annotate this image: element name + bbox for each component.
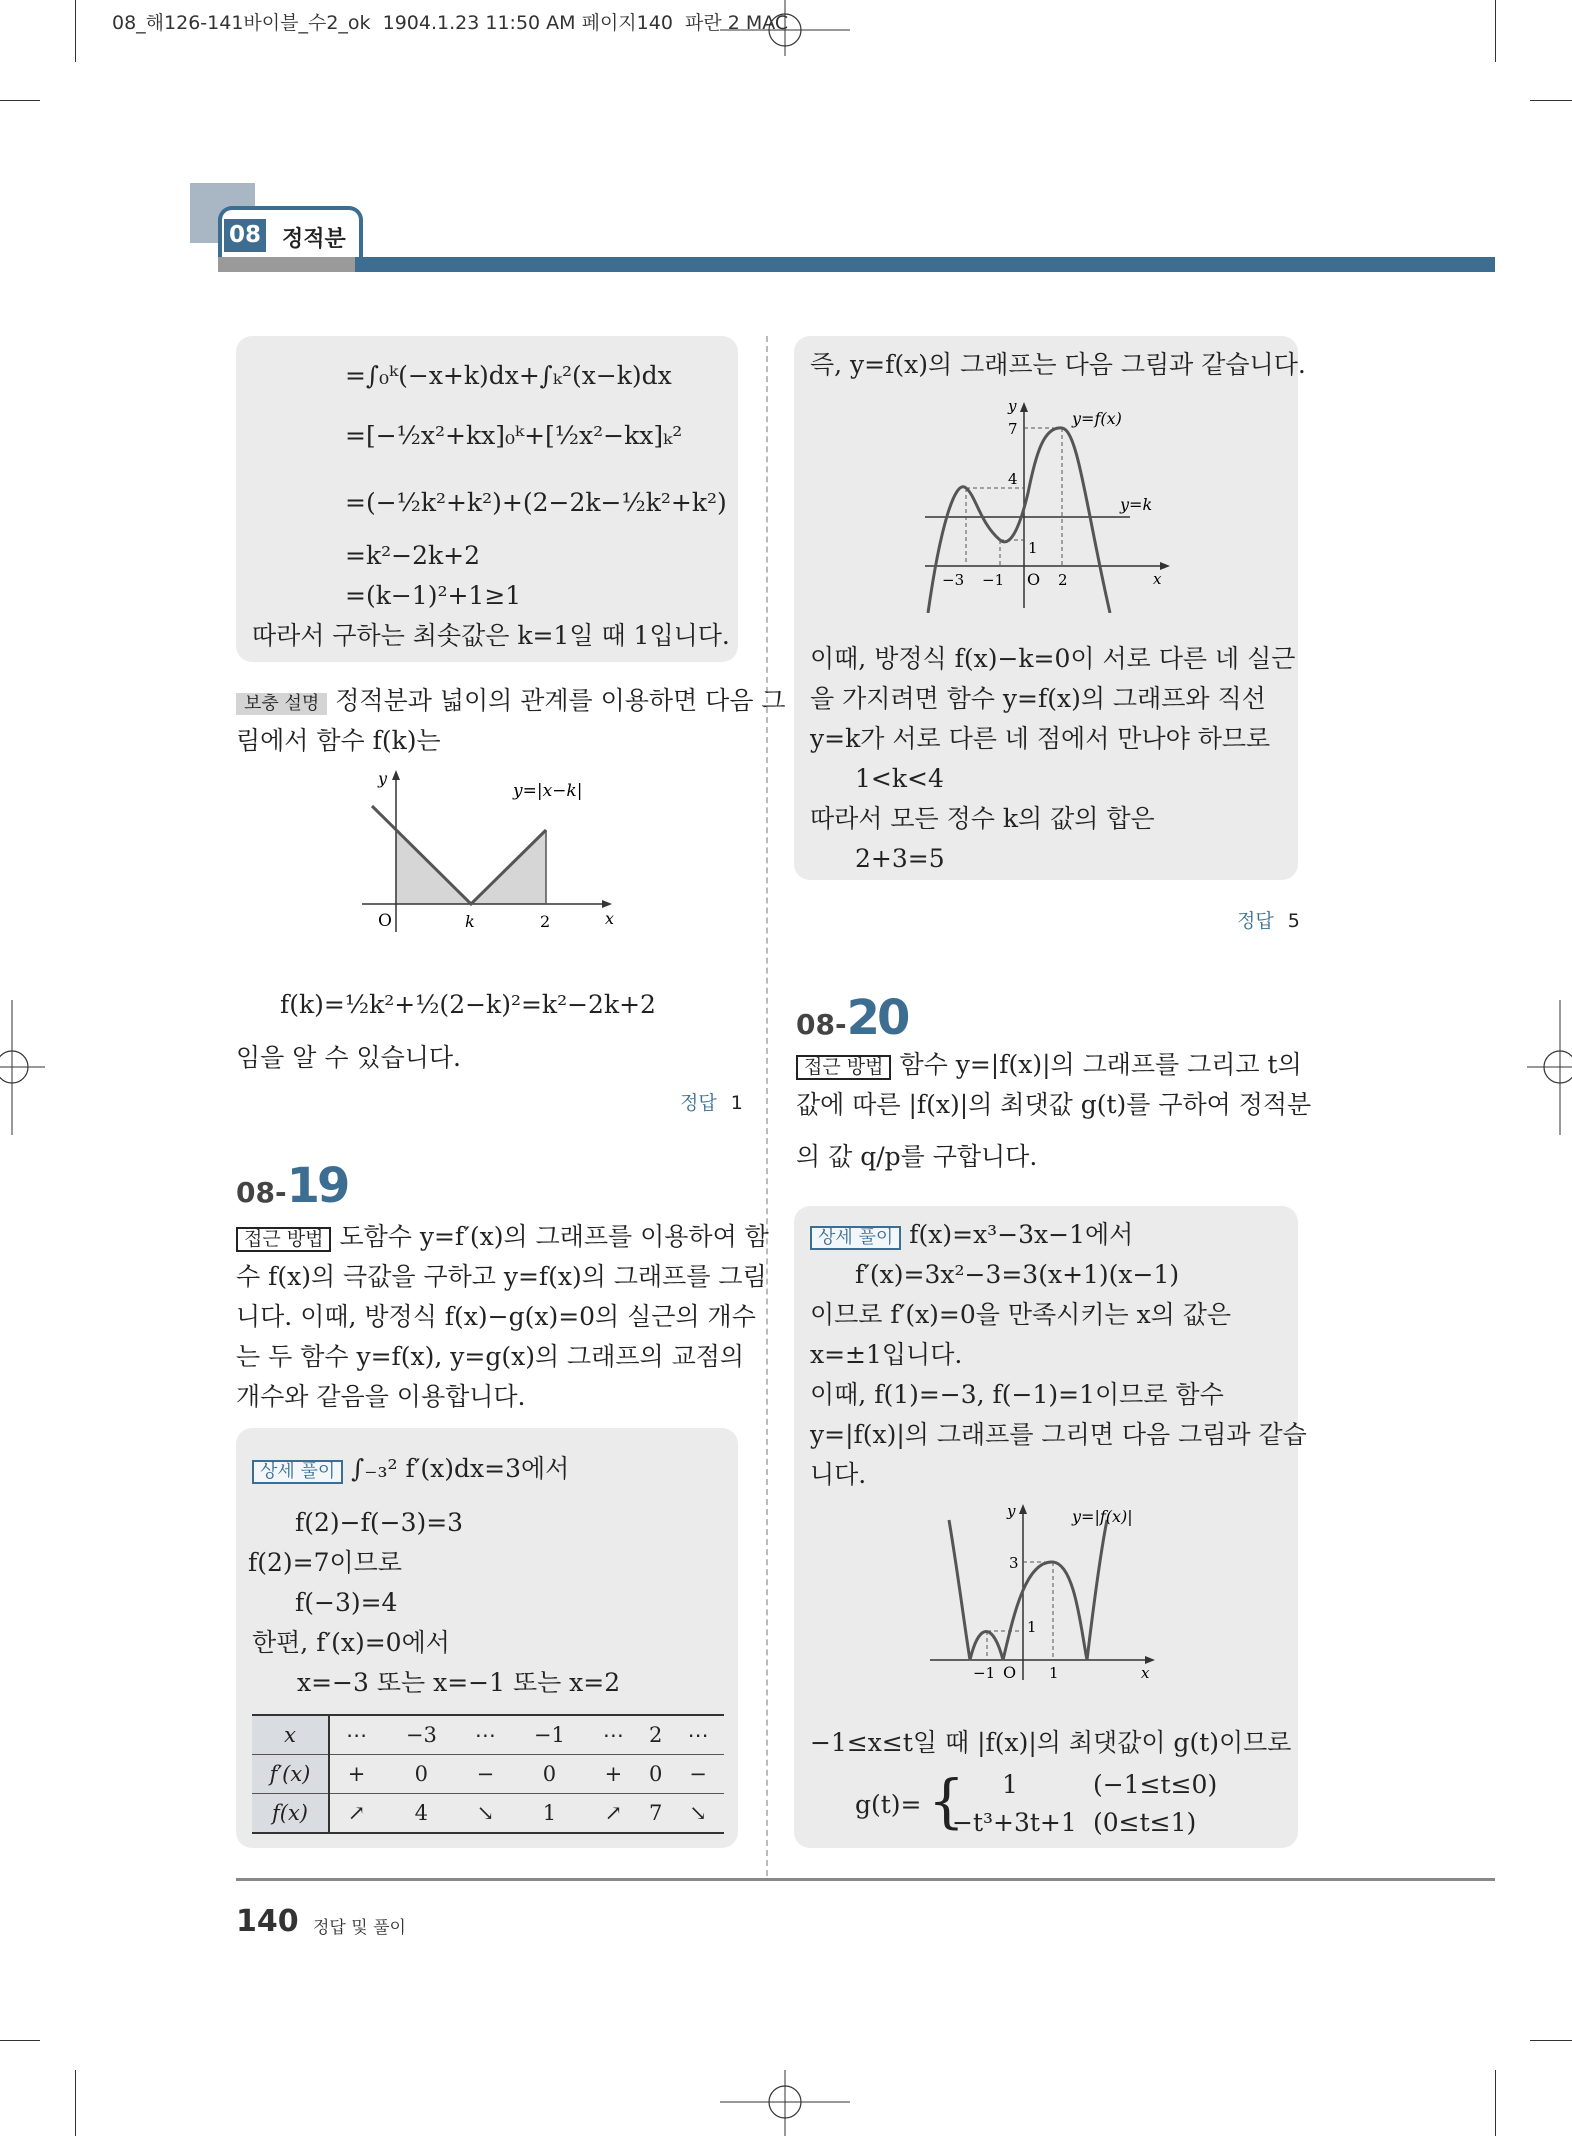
table-cell: ⋯ (588, 1715, 640, 1755)
solution-line (252, 1456, 569, 1484)
solution-text: ∫₋₃² f′(x)dx=3에서 (351, 1454, 570, 1483)
solution-text: 이므로 f′(x)=0을 만족시키는 x의 값은 (810, 1300, 1232, 1329)
solution-line (810, 1222, 1133, 1250)
equation-line: =(k−1)²+1≥1 (345, 581, 522, 610)
tick-label-3: 3 (1009, 1554, 1019, 1572)
table-cell: 4 (383, 1794, 459, 1834)
footer-label: 정답 및 풀이 (313, 1918, 406, 1938)
approach-text: 값에 따른 |f(x)|의 최댓값 g(t)를 구하여 정적분 (796, 1090, 1312, 1119)
supplement-conclusion: 임을 알 수 있습니다. (236, 1043, 461, 1072)
supplement-tag: 보충 설명 (236, 693, 327, 715)
table-cell: ↘ (460, 1794, 512, 1834)
crop-mark (1495, 2070, 1496, 2136)
table-cell: ↗ (588, 1794, 640, 1834)
tick-label-1: 1 (1027, 1618, 1037, 1636)
chapter-number: 08 (224, 219, 266, 252)
table-cell: 0 (383, 1755, 459, 1794)
problem-number-20 (796, 990, 907, 1046)
tick-label-1: 1 (1028, 539, 1038, 557)
piecewise-cond-2: (0≤t≤1) (1093, 1808, 1197, 1837)
solution-text: 따라서 모든 정수 k의 값의 합은 (810, 804, 1155, 833)
chapter-title: 정적분 (282, 227, 346, 252)
curve-label: y=|x−k| (513, 781, 583, 801)
solution-text: f(−3)=4 (295, 1588, 398, 1617)
crop-mark (1530, 2040, 1572, 2041)
problem-number: 20 (846, 990, 908, 1046)
crop-mark (75, 2070, 76, 2136)
approach-text: 함수 y=|f(x)|의 그래프를 그리고 t의 (899, 1050, 1302, 1079)
table-cell: + (588, 1755, 640, 1794)
registration-mark-left (0, 1000, 45, 1135)
table-cell: ↘ (672, 1794, 724, 1834)
solution-text: y=|f(x)|의 그래프를 그리면 다음 그림과 같습 (810, 1420, 1307, 1449)
piecewise-case-1: 1 (1002, 1770, 1018, 1799)
piecewise-brace: { (928, 1767, 965, 1835)
table-cell: 2 (639, 1715, 672, 1755)
origin-label: O (1003, 1663, 1017, 1682)
approach-line (236, 1224, 769, 1252)
table-row (252, 1715, 724, 1755)
solution-text: y=k가 서로 다른 네 점에서 만나야 하므로 (810, 724, 1271, 753)
answer-label: 정답 (1237, 910, 1274, 932)
table-cell: 1 (511, 1794, 587, 1834)
solution-text: −1≤x≤t일 때 |f(x)|의 최댓값이 g(t)이므로 (810, 1728, 1292, 1757)
approach-tag: 접근 방법 (236, 1227, 331, 1252)
solution-text: f(2)−f(−3)=3 (295, 1508, 464, 1537)
problem-number-19 (236, 1158, 347, 1214)
y-axis-label: y (1007, 1502, 1016, 1520)
equation-line: =∫₀ᵏ(−x+k)dx+∫ₖ²(x−k)dx (345, 361, 672, 390)
table-cell: −1 (511, 1715, 587, 1755)
tick-label-7: 7 (1008, 420, 1018, 438)
answer-value: 5 (1287, 910, 1300, 932)
equation-line: =k²−2k+2 (345, 541, 480, 570)
crop-mark (75, 0, 76, 62)
equation-line: =(−½k²+k²)+(2−2k−½k²+k²) (345, 488, 727, 517)
approach-tag: 접근 방법 (796, 1055, 891, 1080)
approach-text: 니다. 이때, 방정식 f(x)−g(x)=0의 실근의 개수 (236, 1302, 756, 1331)
tick-label-neg1: −1 (973, 1664, 996, 1682)
solution-text: f(x)=x³−3x−1에서 (909, 1220, 1134, 1249)
solution-text: 이때, 방정식 f(x)−k=0이 서로 다른 네 실근 (810, 644, 1296, 673)
two-label: 2 (540, 912, 551, 931)
registration-mark-right (1527, 1000, 1572, 1135)
solution-text: x=±1입니다. (810, 1340, 963, 1369)
x-axis-label: x (605, 909, 615, 928)
answer-label: 정답 (680, 1092, 717, 1114)
piecewise-lhs: g(t)= (855, 1790, 922, 1819)
origin-label: O (1027, 570, 1041, 589)
crop-mark (1495, 0, 1496, 62)
problem-prefix: 08- (796, 1008, 847, 1041)
table-cell: 0 (639, 1755, 672, 1794)
approach-text: 는 두 함수 y=f(x), y=g(x)의 그래프의 교점의 (236, 1342, 745, 1371)
y-axis-label: y (378, 769, 388, 788)
sign-table (252, 1714, 724, 1834)
table-row (252, 1755, 724, 1794)
origin-label: O (378, 911, 392, 931)
x-axis-label: x (1141, 1664, 1150, 1682)
x-axis-label: x (1153, 570, 1162, 588)
tick-label-neg1: −1 (982, 571, 1005, 589)
problem-prefix: 08- (236, 1176, 287, 1209)
tick-label-2: 2 (1058, 571, 1068, 589)
answer-value: 1 (730, 1092, 743, 1114)
table-header-cell: x (252, 1715, 329, 1755)
footer-rule (236, 1878, 1495, 1881)
table-cell: ⋯ (672, 1715, 724, 1755)
solution-text: 2+3=5 (855, 844, 945, 873)
solution-text: x=−3 또는 x=−1 또는 x=2 (297, 1668, 621, 1697)
crop-mark (1530, 100, 1572, 101)
tick-label-x1: 1 (1049, 1664, 1059, 1682)
approach-text: 개수와 같음을 이용합니다. (236, 1382, 526, 1411)
piecewise-cond-1: (−1≤t≤0) (1093, 1770, 1218, 1799)
table-cell: ⋯ (460, 1715, 512, 1755)
table-cell: −3 (383, 1715, 459, 1755)
solution-tag: 상세 풀이 (252, 1460, 343, 1484)
solution-text: f′(x)=3x²−3=3(x+1)(x−1) (855, 1260, 1180, 1289)
y-axis-label: y (1008, 398, 1017, 415)
piecewise-case-2: −t³+3t+1 (952, 1808, 1077, 1837)
abs-cubic-graph (925, 1500, 1175, 1690)
approach-text: 수 f(x)의 극값을 구하고 y=f(x)의 그래프를 그림 (236, 1262, 767, 1291)
table-cell: ⋯ (329, 1715, 383, 1755)
print-header-meta: 08_해126-141바이블_수2_ok 1904.1.23 11:50 AM 페이지140 파란 2 MAC (112, 12, 789, 34)
table-cell: − (460, 1755, 512, 1794)
problem-number: 19 (286, 1158, 348, 1214)
page-number: 140 (236, 1904, 299, 1939)
table-cell: ↗ (329, 1794, 383, 1834)
table-cell: − (672, 1755, 724, 1794)
approach-line (796, 1052, 1302, 1080)
solution-text: 이때, f(1)=−3, f(−1)=1이므로 함수 (810, 1380, 1224, 1409)
solution-text: f(2)=7이므로 (248, 1548, 402, 1577)
answer-19 (1237, 906, 1300, 933)
supplement-line (236, 688, 786, 715)
abs-value-graph (350, 762, 620, 942)
table-cell: 7 (639, 1794, 672, 1834)
tick-label-neg3: −3 (942, 571, 965, 589)
table-header-cell: f(x) (252, 1794, 329, 1834)
table-cell: + (329, 1755, 383, 1794)
graph-intro: 즉, y=f(x)의 그래프는 다음 그림과 같습니다. (810, 350, 1306, 379)
curve-label: y=|f(x)| (1072, 1507, 1133, 1526)
supplement-text: 정적분과 넓이의 관계를 이용하면 다음 그 (335, 686, 786, 715)
tick-label-4: 4 (1008, 470, 1018, 488)
k-label: k (465, 912, 475, 931)
crop-mark (0, 2040, 40, 2041)
equation-line: =[−½x²+kx]₀ᵏ+[½x²−kx]ₖ² (345, 421, 683, 450)
curve-label: y=f(x) (1072, 409, 1122, 428)
cubic-graph (920, 398, 1180, 613)
chapter-gray-strip (218, 257, 363, 272)
table-row (252, 1794, 724, 1834)
approach-text: 의 값 q/p를 구합니다. (796, 1142, 1038, 1171)
solution-text: 니다. (810, 1460, 867, 1489)
answer-18 (680, 1088, 743, 1115)
solution-text: 한편, f′(x)=0에서 (252, 1628, 450, 1657)
column-divider (766, 336, 768, 1876)
line-label: y=k (1120, 495, 1153, 514)
solution-text: 을 가지려면 함수 y=f(x)의 그래프와 직선 (810, 684, 1266, 713)
solution-text: 1<k<4 (855, 764, 944, 793)
registration-mark-bottom (720, 2070, 850, 2136)
crop-mark (0, 100, 40, 101)
chapter-rule (355, 257, 1495, 272)
table-header-cell: f′(x) (252, 1755, 329, 1794)
supplement-formula: f(k)=½k²+½(2−k)²=k²−2k+2 (280, 990, 656, 1019)
supplement-line-2: 림에서 함수 f(k)는 (236, 726, 441, 755)
table-cell: 0 (511, 1755, 587, 1794)
conclusion-text: 따라서 구하는 최솟값은 k=1일 때 1입니다. (252, 621, 730, 650)
approach-text: 도함수 y=f′(x)의 그래프를 이용하여 함 (339, 1222, 769, 1251)
solution-tag: 상세 풀이 (810, 1226, 901, 1250)
